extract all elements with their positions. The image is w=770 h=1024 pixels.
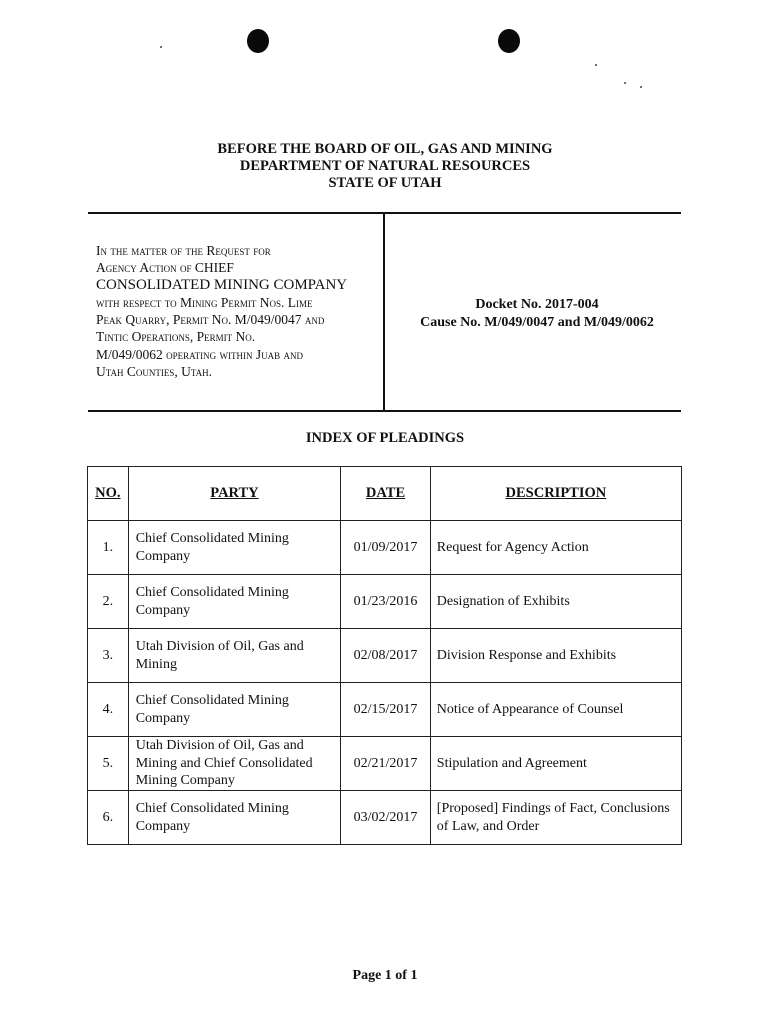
matter-line: Utah Counties, Utah.	[96, 364, 213, 380]
caption-top-rule	[88, 212, 681, 214]
row-party: Utah Division of Oil, Gas and Mining and Chief Consolidated Mining Company	[128, 737, 341, 791]
matter-line: Agency Action of	[96, 260, 192, 276]
row-description: Request for Agency Action	[430, 521, 681, 575]
punch-hole-right	[498, 29, 520, 53]
row-date: 03/02/2017	[341, 791, 431, 845]
table-row	[88, 791, 682, 845]
header-description: DESCRIPTION	[430, 467, 681, 521]
scan-speck	[160, 46, 162, 48]
header-no: NO.	[88, 467, 129, 521]
permit-number-1: M/049/0047	[234, 312, 302, 328]
scan-speck	[624, 82, 626, 84]
docket-block	[393, 296, 681, 331]
matter-company: CONSOLIDATED MINING COMPANY	[96, 276, 348, 293]
scan-speck	[640, 86, 642, 88]
matter-line: operating within Juab and	[166, 346, 304, 362]
index-title: INDEX OF PLEADINGS	[305, 430, 465, 446]
permit-number-2: M/049/0062	[96, 346, 163, 362]
matter-line: with respect to Mining Permit Nos. Lime	[96, 294, 313, 310]
punch-hole-left	[247, 29, 269, 53]
row-description: Division Response and Exhibits	[430, 629, 681, 683]
header-party: PARTY	[128, 467, 341, 521]
table-row	[88, 575, 682, 629]
cause-number: Cause No. M/049/0047 and M/049/0062	[420, 314, 654, 330]
row-number: 2.	[88, 575, 129, 629]
row-description: Stipulation and Agreement	[430, 737, 681, 791]
matter-caption	[96, 242, 378, 380]
matter-line: In the matter of the Request for	[96, 243, 271, 258]
row-number: 6.	[88, 791, 129, 845]
table-header-row	[88, 467, 682, 521]
table-row	[88, 521, 682, 575]
row-party: Utah Division of Oil, Gas and Mining	[128, 629, 341, 683]
scan-speck	[595, 64, 597, 66]
row-date: 02/15/2017	[341, 683, 431, 737]
row-number: 1.	[88, 521, 129, 575]
row-party: Chief Consolidated Mining Company	[128, 791, 341, 845]
row-party: Chief Consolidated Mining Company	[128, 575, 341, 629]
heading-board: BEFORE THE BOARD OF OIL, GAS AND MINING	[217, 141, 553, 157]
docket-number: Docket No. 2017-004	[475, 297, 599, 312]
row-date: 01/23/2016	[341, 575, 431, 629]
heading-state: STATE OF UTAH	[328, 175, 442, 191]
document-heading	[0, 141, 770, 192]
matter-line: Tintic Operations, Permit No.	[96, 329, 256, 345]
caption-bottom-rule	[88, 410, 681, 412]
caption-divider	[383, 213, 385, 411]
table-row	[88, 629, 682, 683]
row-party: Chief Consolidated Mining Company	[128, 521, 341, 575]
header-date: DATE	[341, 467, 431, 521]
row-description: Designation of Exhibits	[430, 575, 681, 629]
matter-line: and	[304, 312, 325, 328]
heading-department: DEPARTMENT OF NATURAL RESOURCES	[239, 158, 531, 174]
row-number: 5.	[88, 737, 129, 791]
page-number: Page 1 of 1	[352, 968, 418, 983]
table-row	[88, 737, 682, 791]
pleadings-table	[87, 466, 682, 845]
row-description: [Proposed] Findings of Fact, Conclusions of Law, and Order	[430, 791, 681, 845]
row-date: 02/08/2017	[341, 629, 431, 683]
matter-line: Peak Quarry, Permit No.	[96, 312, 232, 328]
table-row	[88, 683, 682, 737]
row-date: 02/21/2017	[341, 737, 431, 791]
row-number: 4.	[88, 683, 129, 737]
row-date: 01/09/2017	[341, 521, 431, 575]
row-description: Notice of Appearance of Counsel	[430, 683, 681, 737]
matter-company-first: CHIEF	[194, 260, 234, 276]
row-number: 3.	[88, 629, 129, 683]
row-party: Chief Consolidated Mining Company	[128, 683, 341, 737]
